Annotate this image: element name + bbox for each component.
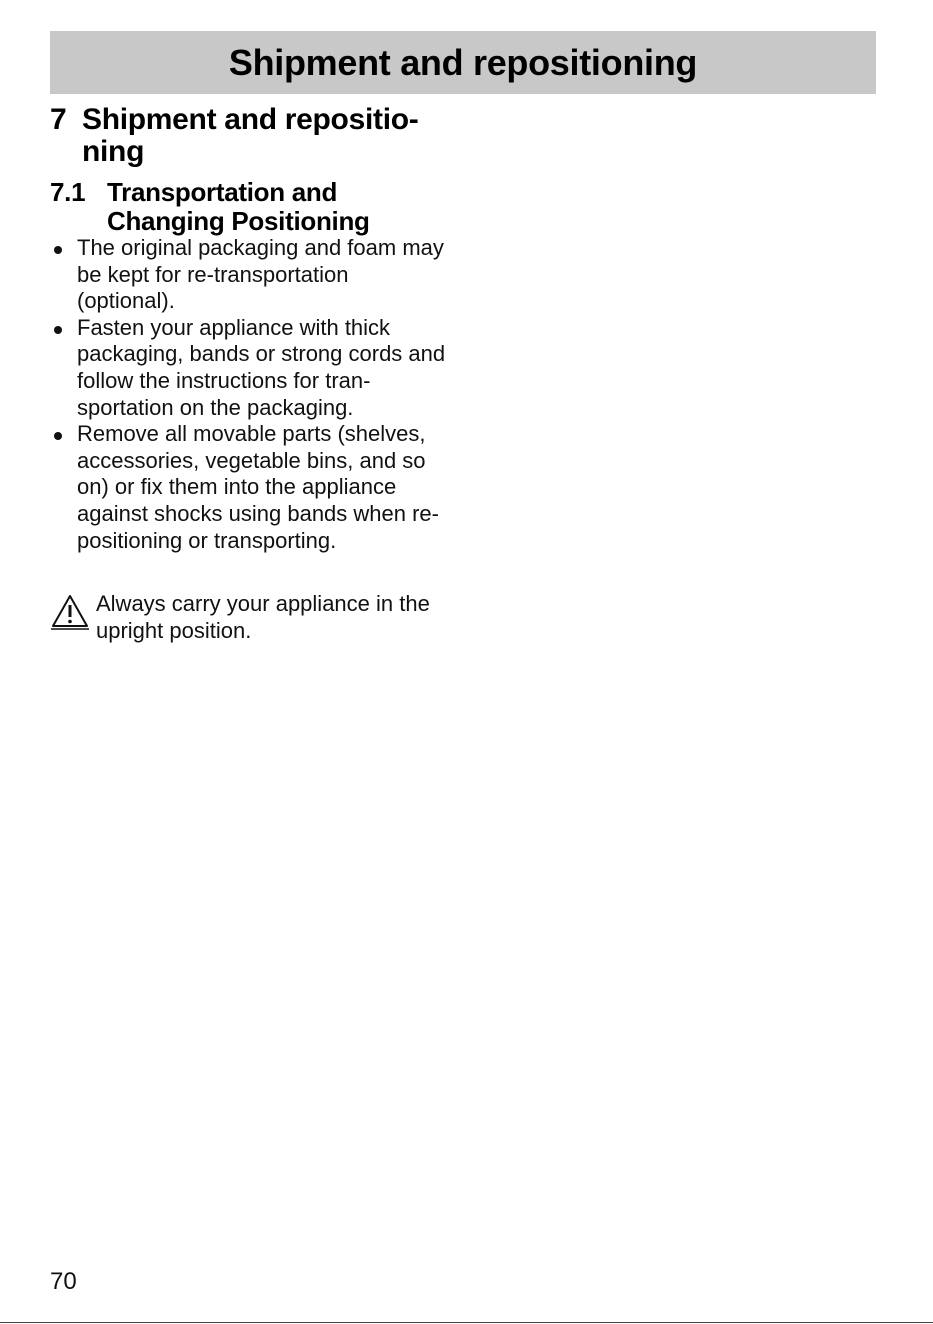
subsection-title: Transportation and Changing Positioning	[107, 177, 370, 236]
section-number: 7	[50, 103, 67, 136]
warning-text: Always carry your appliance in the upright position.	[96, 591, 430, 643]
warning-note	[50, 591, 450, 644]
section-title: Shipment and repositio-ning	[82, 103, 419, 168]
bottom-divider	[0, 1322, 933, 1323]
list-item	[50, 421, 450, 554]
page-number: 70	[50, 1268, 77, 1295]
list-item-text: The original packaging and foam may be kept for re-transportation (optional).	[77, 235, 444, 314]
bullet-icon	[54, 326, 62, 334]
content-column	[50, 104, 450, 554]
section-heading	[50, 104, 450, 168]
header-band	[50, 31, 876, 94]
header-title: Shipment and repositioning	[228, 41, 698, 83]
list-item-text: Remove all movable parts (shelves, accessories, vegetable bins, and so on) or fix them into the appliance against shocks using bands when re-positioning or transporting.	[77, 421, 439, 553]
bullet-icon	[54, 432, 62, 440]
list-item-text: Fasten your appliance with thick packaging, bands or strong cords and follow the instructions for tran-sportation on the packaging.	[77, 314, 446, 420]
list-item	[50, 235, 450, 315]
bullet-icon	[54, 246, 62, 254]
subsection-heading	[50, 178, 450, 236]
instruction-list	[50, 235, 450, 554]
subsection-number: 7.1	[50, 177, 86, 207]
list-item	[50, 315, 450, 421]
warning-triangle-icon	[50, 591, 96, 636]
